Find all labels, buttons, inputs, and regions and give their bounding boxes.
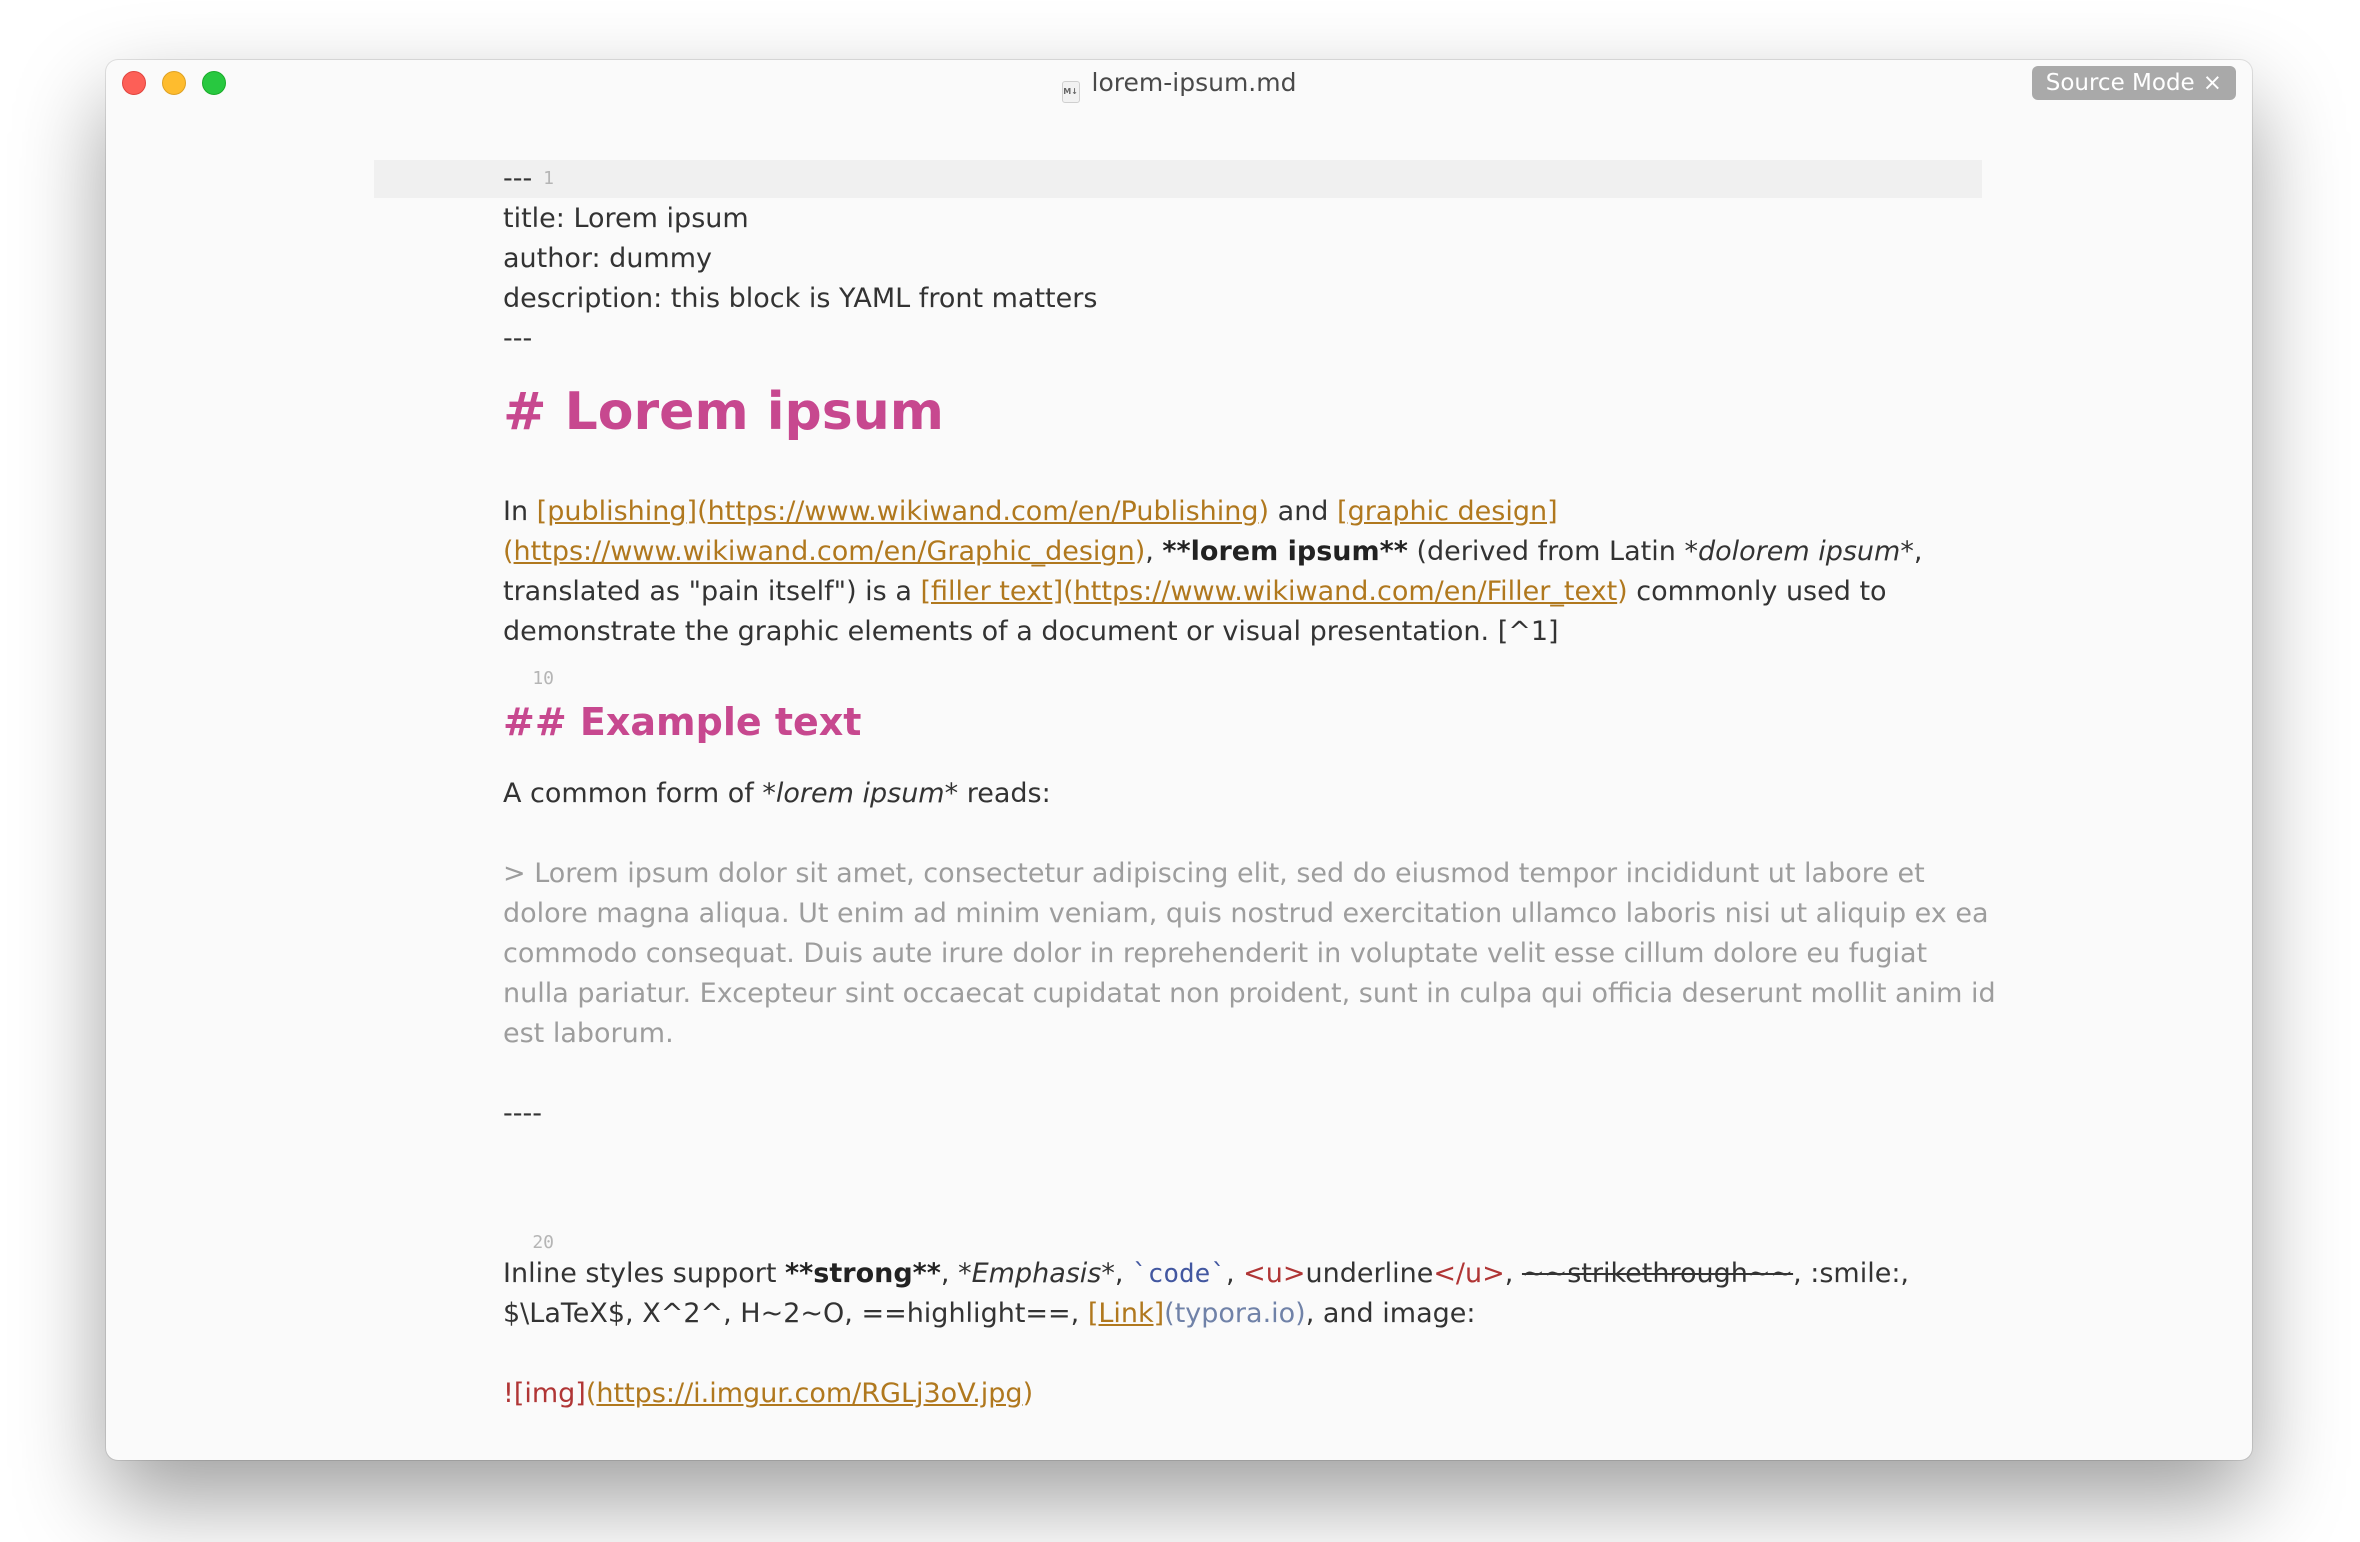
horizontal-rule-source: ---- <box>503 1098 542 1129</box>
link-url[interactable]: https://www.wikiwand.com/en/Publishing <box>707 496 1259 527</box>
link-text[interactable]: [publishing] <box>536 496 698 527</box>
image-markdown-line <box>503 1378 1033 1409</box>
source-mode-label: Source Mode <box>2045 70 2195 96</box>
text-run: (derived from Latin <box>1407 536 1685 567</box>
inline-code: `code` <box>1132 1259 1226 1289</box>
front-matter-open: --- <box>503 163 533 194</box>
text-run: underline <box>1305 1258 1434 1289</box>
paragraph-line <box>503 1258 1909 1289</box>
image-url[interactable]: https://i.imgur.com/RGLj3oV.jpg <box>596 1378 1023 1409</box>
image-alt-syntax: ![img] <box>503 1378 586 1409</box>
paragraph-line <box>503 1298 1475 1329</box>
bold-text: **strong** <box>785 1258 941 1289</box>
bold-text: **lorem ipsum** <box>1162 536 1408 567</box>
html-tag: <u> <box>1243 1258 1306 1289</box>
paren: ) <box>1617 576 1628 607</box>
link-text[interactable]: [graphic design] <box>1337 496 1558 527</box>
front-matter-title: title: Lorem ipsum <box>503 203 749 234</box>
blockquote-line: commodo consequat. Duis aute irure dolor in reprehenderit in voluptate velit esse cillum dolore eu fugiat <box>503 938 1928 969</box>
text-run: , <box>1225 1258 1244 1289</box>
text-run: , <box>1913 536 1923 567</box>
paragraph-line <box>503 536 1922 567</box>
markdown-file-icon: M↓ <box>1062 81 1080 103</box>
strikethrough-text: ~~strikethrough~~ <box>1521 1258 1794 1289</box>
paragraph-line <box>503 778 1051 809</box>
heading-2: ## Example text <box>503 700 862 744</box>
link-text[interactable]: [filler text] <box>920 576 1064 607</box>
text-run: reads: <box>958 778 1051 809</box>
text-run: and <box>1269 496 1338 527</box>
source-mode-close-icon[interactable]: × <box>2202 70 2222 96</box>
blockquote-line: > Lorem ipsum dolor sit amet, consectetur adipiscing elit, sed do eiusmod tempor incididunt ut labore et <box>503 858 1925 889</box>
text-run: A common form of <box>503 778 763 809</box>
text-run: , <box>1114 1258 1133 1289</box>
italic-text: *lorem ipsum* <box>762 778 959 809</box>
line-number: 10 <box>532 668 554 689</box>
text-run: translated as "pain itself") is a <box>503 576 921 607</box>
paren: ) <box>1258 496 1270 527</box>
source-editor[interactable] <box>106 60 2252 1460</box>
editor-window <box>106 60 2252 1460</box>
text-run: Inline styles support <box>503 1258 786 1289</box>
link-url[interactable]: https://www.wikiwand.com/en/Graphic_design <box>513 536 1135 567</box>
html-tag: </u> <box>1433 1258 1505 1289</box>
link-text[interactable]: [Link] <box>1087 1298 1165 1329</box>
line-number: 20 <box>532 1232 554 1253</box>
text-run: , <box>1504 1258 1522 1289</box>
front-matter-close: --- <box>503 323 533 354</box>
text-run: $\LaTeX$, X^2^, H~2~O, ==highlight==, <box>503 1298 1088 1329</box>
paragraph-line: demonstrate the graphic elements of a document or visual presentation. [^1] <box>503 616 1559 647</box>
front-matter-author: author: dummy <box>503 243 713 274</box>
front-matter-description: description: this block is YAML front matters <box>503 283 1098 314</box>
link-url[interactable]: https://www.wikiwand.com/en/Filler_text <box>1073 576 1618 607</box>
italic-text: *Emphasis* <box>958 1258 1115 1289</box>
paragraph-line <box>503 496 1558 527</box>
text-run: commonly used to <box>1627 576 1887 607</box>
text-run: , <box>1145 536 1163 567</box>
paren: ( <box>585 1378 597 1409</box>
text-run: , and image: <box>1305 1298 1476 1329</box>
window-title: lorem-ipsum.md <box>1091 68 1297 97</box>
paragraph-line <box>503 576 1887 607</box>
blockquote-line: dolore magna aliqua. Ut enim ad minim veniam, quis nostrud exercitation ullamco laboris nisi ut aliquip ex ea <box>503 898 1989 929</box>
blockquote-line: est laborum. <box>503 1018 674 1049</box>
paren: ) <box>1022 1378 1034 1409</box>
italic-text: *dolorem ipsum* <box>1684 536 1914 567</box>
heading-1: # Lorem ipsum <box>503 382 944 442</box>
paren: ( <box>697 496 708 527</box>
link-url[interactable]: (typora.io) <box>1164 1298 1306 1329</box>
blockquote-line: nulla pariatur. Excepteur sint occaecat cupidatat non proident, sunt in culpa qui officia deserunt mollit anim id <box>503 978 1996 1009</box>
text-run: , :smile:, <box>1793 1258 1910 1289</box>
paren: ( <box>503 536 514 567</box>
active-line-highlight <box>374 160 1982 198</box>
paren: ( <box>1063 576 1074 607</box>
line-number: 1 <box>543 168 554 189</box>
paren: ) <box>1134 536 1146 567</box>
text-run: In <box>503 496 537 527</box>
text-run: , <box>940 1258 959 1289</box>
